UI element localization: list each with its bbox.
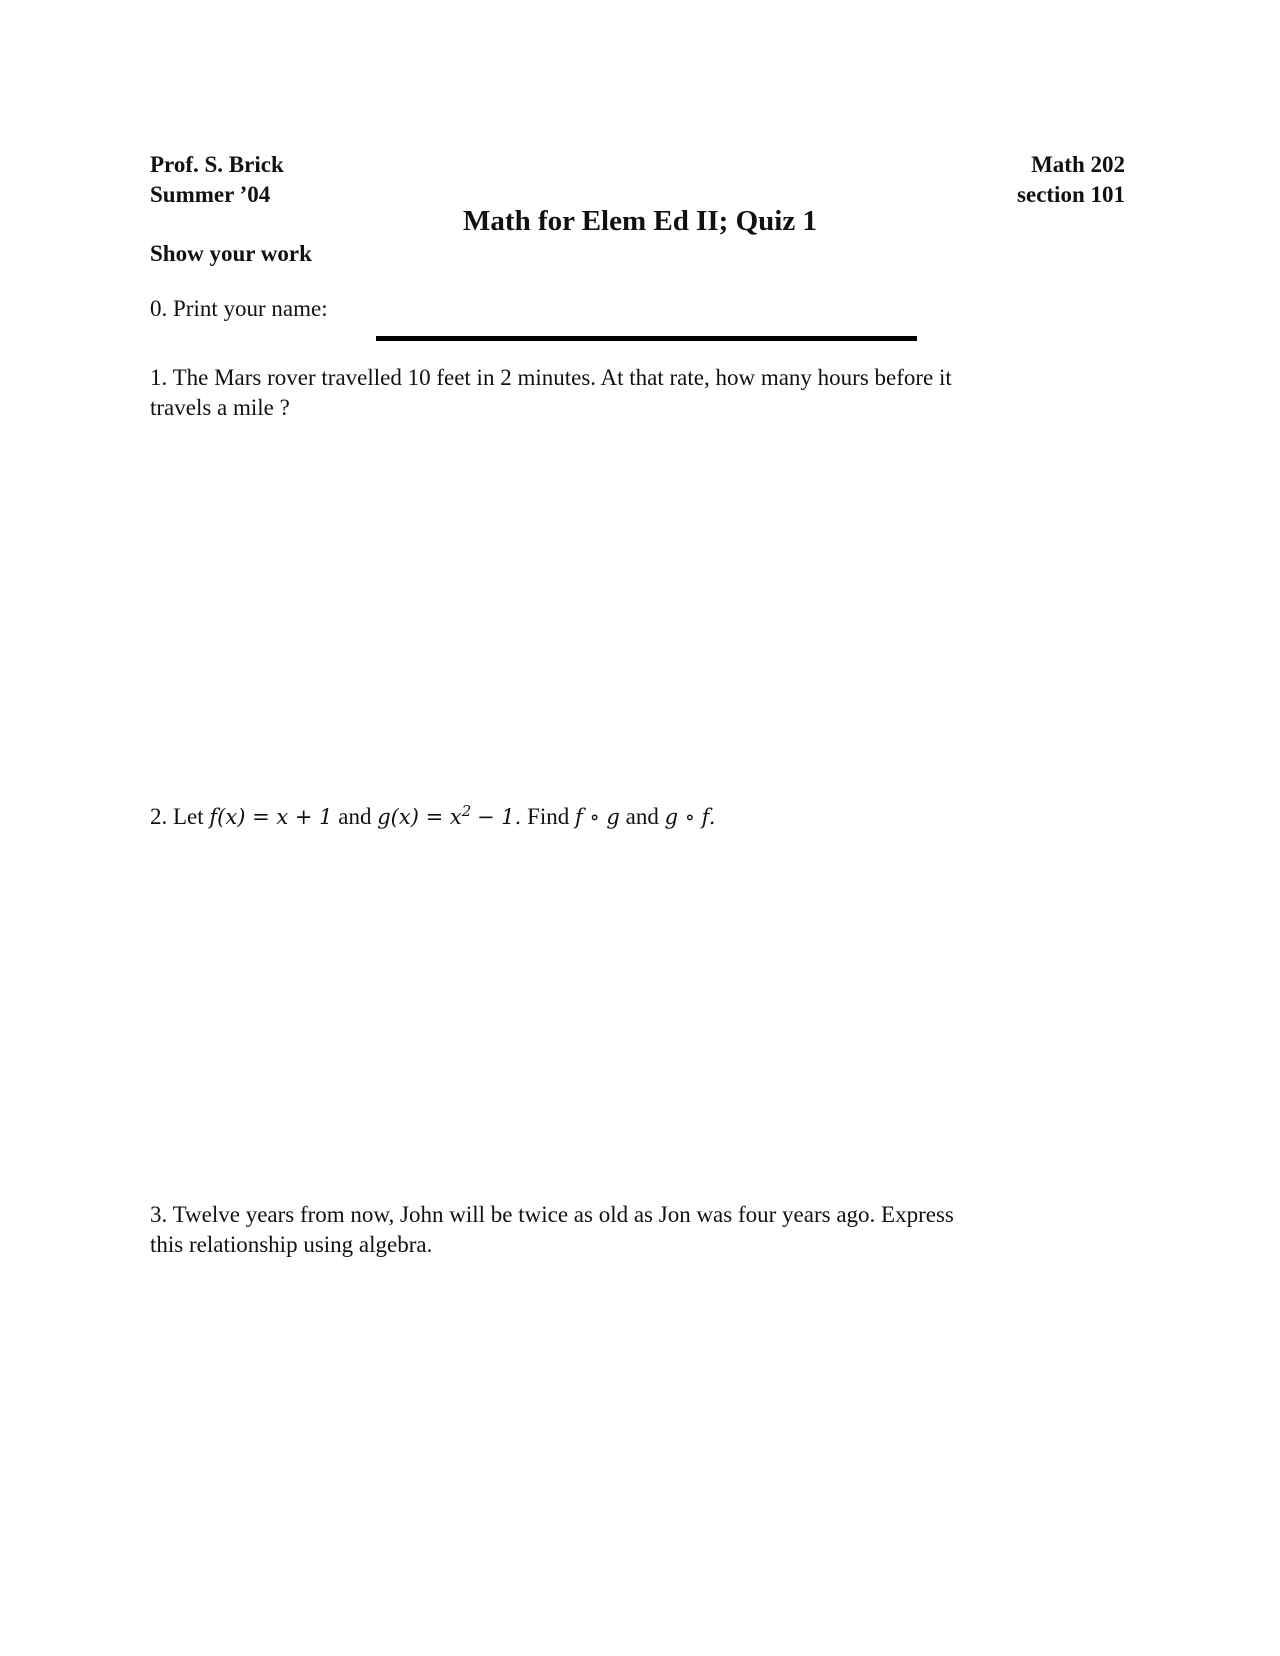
question-1-line-2: travels a mile ?: [150, 395, 290, 420]
quiz-title: Math for Elem Ed II; Quiz 1: [463, 205, 817, 237]
question-2-and-2: and: [625, 804, 659, 829]
course-info: [1017, 150, 1125, 210]
name-answer-line[interactable]: [376, 336, 917, 341]
question-0-prompt: 0. Print your name:: [150, 296, 328, 321]
g-definition: [377, 802, 472, 829]
term: Summer ’04: [150, 182, 271, 207]
instruction-text: Show your work: [150, 241, 312, 266]
course-section: section 101: [1017, 182, 1125, 207]
g-compose-f: g ∘ f.: [664, 805, 716, 829]
g-definition-base: g(x) = x: [377, 805, 462, 829]
f-compose-g: f ∘ g: [575, 805, 620, 829]
question-2-prefix: 2. Let: [150, 804, 204, 829]
question-2: [150, 796, 1125, 832]
instructor-name: Prof. S. Brick: [150, 152, 284, 177]
course-number: Math 202: [1031, 152, 1125, 177]
question-3-line-1: 3. Twelve years from now, John will be twice as old as Jon was four years ago. Express: [150, 1202, 954, 1227]
g-definition-tail: − 1.: [477, 805, 522, 829]
g-definition-exponent: 2: [461, 802, 472, 820]
question-1: [150, 363, 1125, 423]
question-2-find: Find: [527, 804, 570, 829]
f-definition: f(x) = x + 1: [209, 805, 333, 829]
question-2-and-1: and: [338, 804, 372, 829]
question-1-line-1: 1. The Mars rover travelled 10 feet in 2 minutes. At that rate, how many hours before it: [150, 365, 952, 390]
instructor-info: [150, 150, 284, 210]
question-3: [150, 1200, 1125, 1260]
question-3-line-2: this relationship using algebra.: [150, 1232, 433, 1257]
